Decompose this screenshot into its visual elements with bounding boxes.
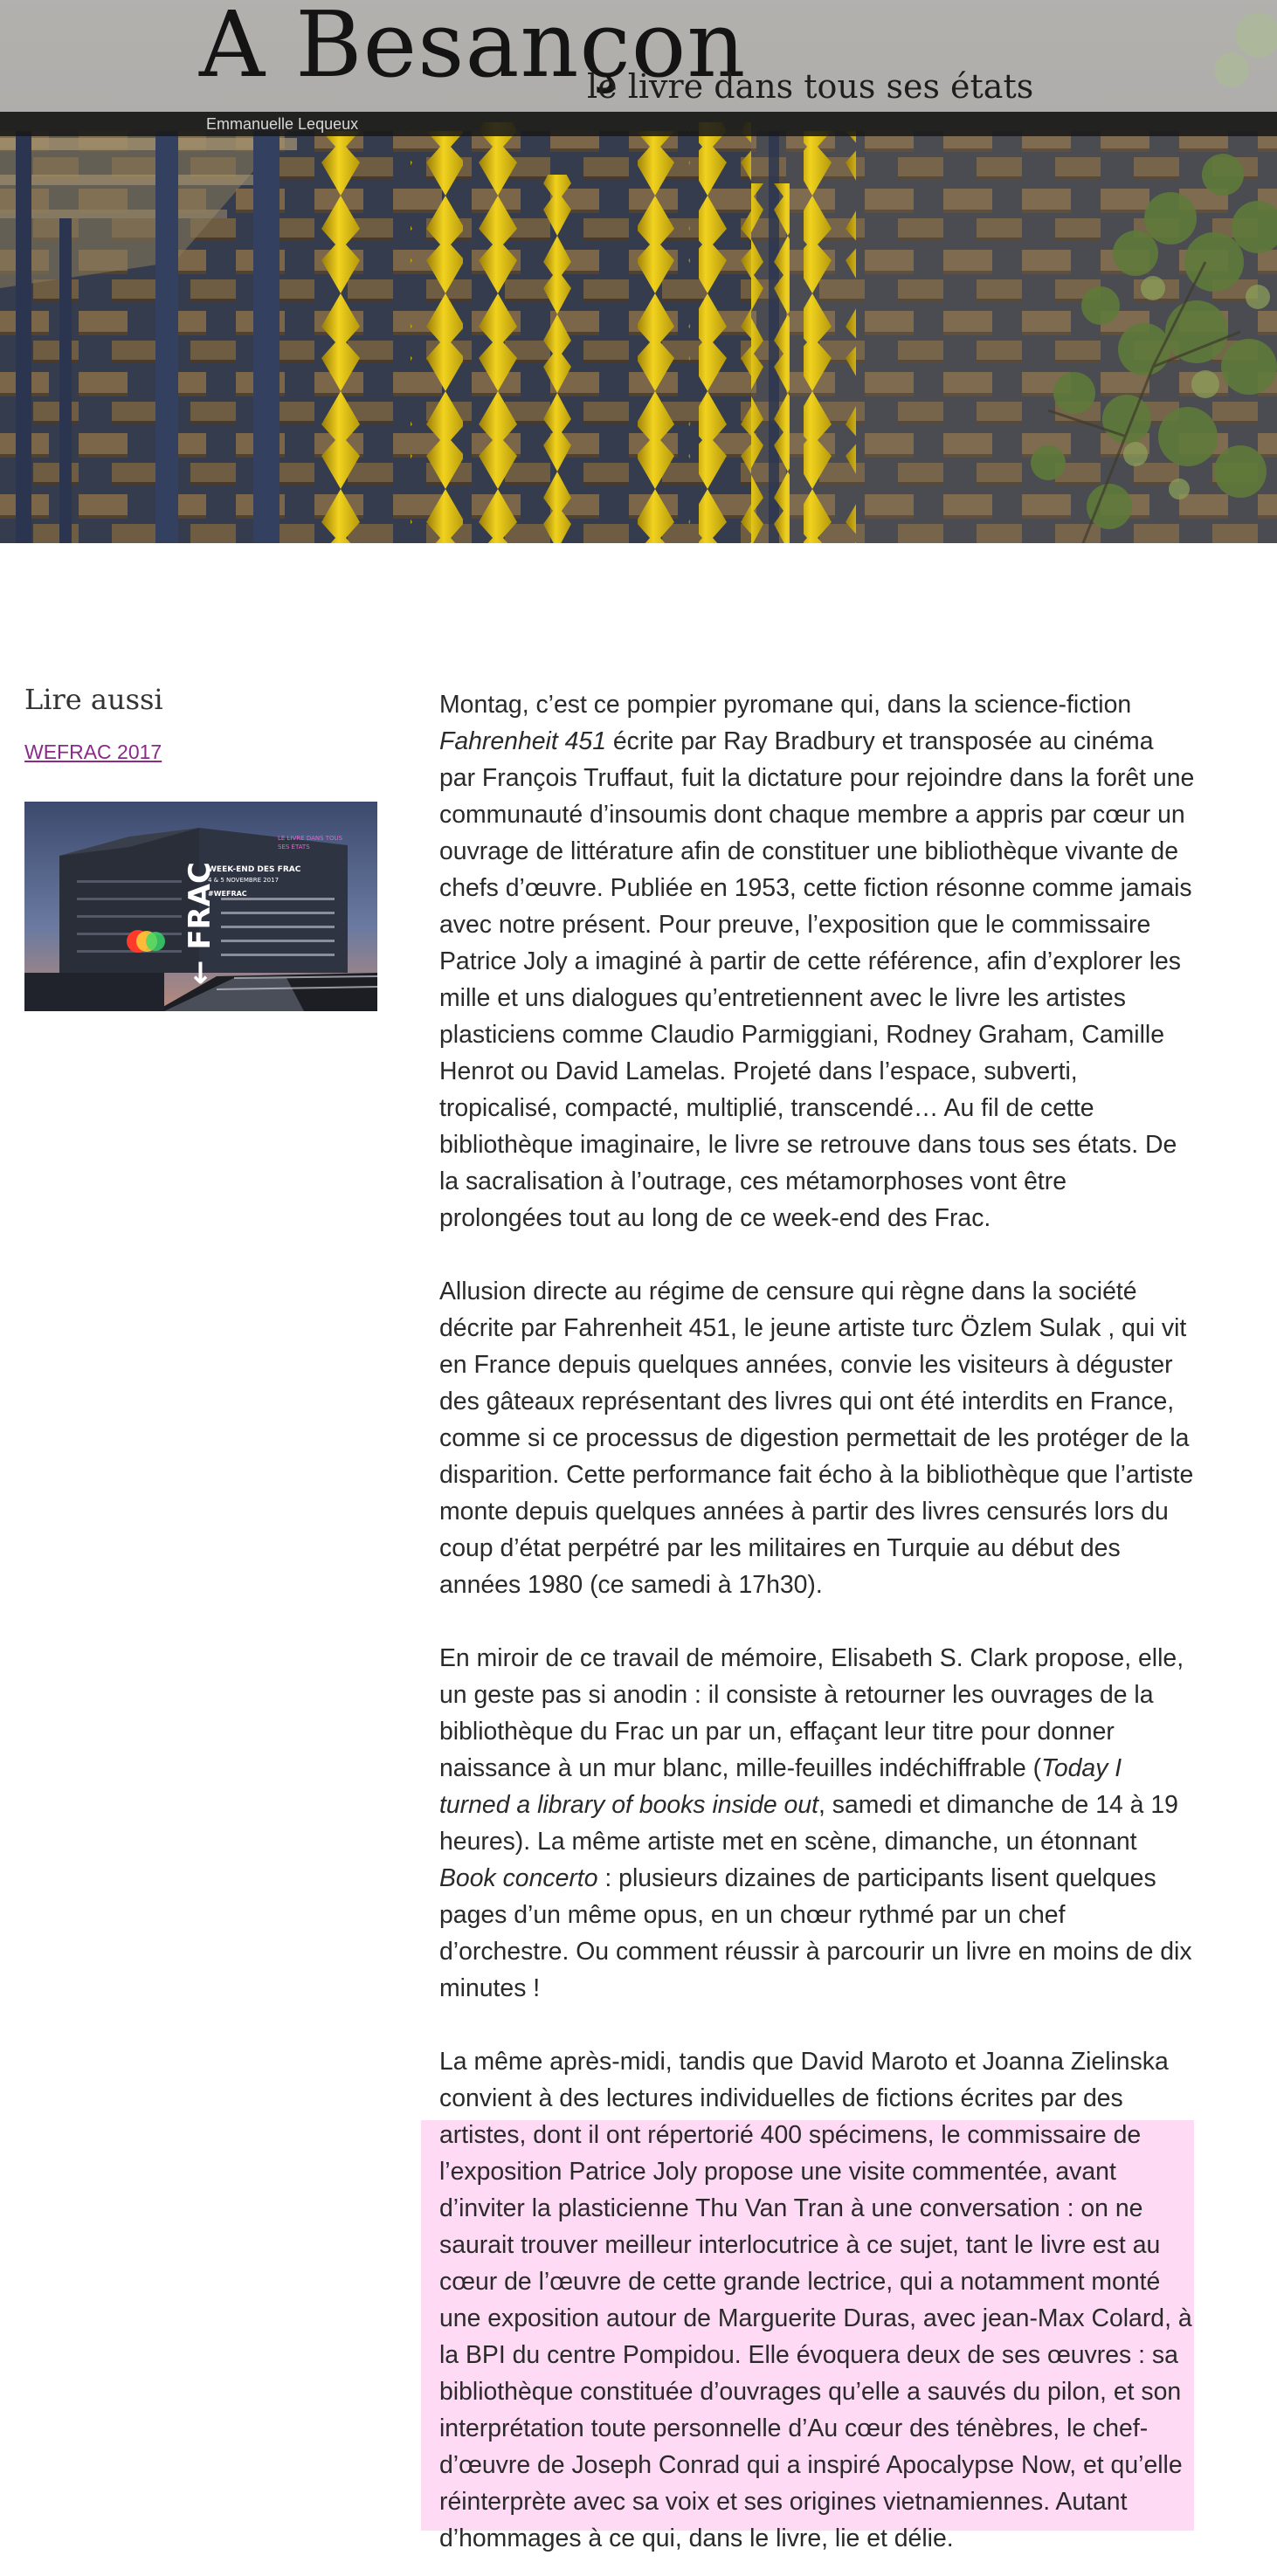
article-paragraph: La même après-midi, tandis que David Maroto et Joanna Zielinska convient à des lectures individuelles de fictions écrites par des artistes, dont il ont répertorié 400 spécimens, le commissaire de l’exposition Patrice Joly propose une visite commentée, avant d’inviter la plasticienne Thu Van Tran à une conversation : on ne saurait trouver meilleur interlocutrice à ce sujet, tant le livre est au cœur de l’œuvre de cette grande lectrice, qui a notamment monté une exposition autour de Marguerite Duras, avec jean-Max Colard, à la BPI du centre Pompidou. Elle évoquera deux de ses œuvres : sa bibliothèque constituée d’ouvrages qu’elle a sauvés du pilon, et son interprétation toute personnelle d’Au cœur des ténèbres, le chef-d’œuvre de Joseph Conrad qui a inspiré Apocalypse Now, et qu’elle réinterprète avec sa voix et ses origines vietnamiennes. Autant d’hommages à ce qui, dans le livre, lie et délie. [439,2048,1192,2552]
poster-small-text-2: SES ÉTATS [278,844,310,851]
sidebar-title: Lire aussi [24,683,163,716]
author-name[interactable]: Emmanuelle Lequeux [206,115,359,133]
sidebar-read-also [24,683,377,985]
title-bar [0,112,1277,136]
frac-building-photo[interactable] [24,802,377,1011]
italic-title: Fahrenheit 451 [439,727,606,755]
poster-small-text: LE LIVRE DANS TOUS [278,835,343,842]
article-body [439,686,1196,2557]
frac-sign: ← FRAC [183,862,217,985]
site-subtitle: le livre dans tous ses états [587,67,1034,106]
italic-title: Today I turned a library of books inside out [439,1754,1122,1819]
poster-line-1: WEEK-END DES FRAC [208,865,301,874]
header-banner [0,0,1277,543]
poster-line-2: 4 & 5 NOVEMBRE 2017 [208,877,280,884]
article-paragraph: En miroir de ce travail de mémoire, Elisabeth S. Clark propose, elle, un geste pas si anodin : il consiste à retourner les ouvrages de la bibliothèque du Frac un par un, effaçant leur titre pour donner naissance à un mur blanc, mille-feuilles indéchiffrable (Today I turned a library of books inside out, samedi et dimanche de 14 à 19 heures). La même artiste met en scène, dimanche, un étonnant Book concerto : plusieurs dizaines de participants lisent quelques pages d’un même opus, en un chœur rythmé par un chef d’orchestre. Ou comment réussir à parcourir un livre en moins de dix minutes ! [439,1644,1192,2002]
site-title: A Besançon [199,0,747,98]
article-paragraph: Allusion directe au régime de censure qui règne dans la société décrite par Fahrenheit 451, le jeune artiste turc Özlem Sulak , qui vit en France depuis quelques années, convie les visiteurs à déguster des gâteaux représentant des livres qui ont été interdits en France, comme si ce processus de digestion permettait de les protéger de la disparition. Cette performance fait écho à la bibliothèque que l’artiste monte depuis quelques années à partir des livres censurés lors du coup d’état perpétré par les militaires en Turquie au début des années 1980 (ce samedi à 17h30). [439,1278,1194,1599]
italic-title: Book concerto [439,1864,598,1892]
article-paragraph: Montag, c’est ce pompier pyromane qui, dans la science-fiction Fahrenheit 451 écrite par Ray Bradbury et transposée au cinéma par François Truffaut, fuit la dictature pour rejoindre dans la forêt une communauté d’insoumis dont chaque membre a appris par cœur un ouvrage de littérature afin de constituer une bibliothèque vivante de chefs d’œuvre. Publiée en 1953, cette fiction résonne comme jamais avec notre présent. Pour preuve, l’exposition que le commissaire Patrice Joly a imaginé à partir de cette référence, afin d’explorer les mille et uns dialogues qu’entretiennent avec le livre les artistes plasticiens comme Claudio Parmiggiani, Rodney Graham, Camille Henrot ou David Lamelas. Projeté dans l’espace, subverti, tropicalisé, compacté, multiplié, transcendé… Au fil de cette bibliothèque imaginaire, le livre se retrouve dans tous ses états. De la sacralisation à l’outrage, ces métamorphoses vont être prolongées tout au long de ce week-end des Frac. [439,691,1195,1232]
poster-tag: #WEFRAC [208,890,247,898]
wefrac-2017-link[interactable]: WEFRAC 2017 [24,740,162,764]
